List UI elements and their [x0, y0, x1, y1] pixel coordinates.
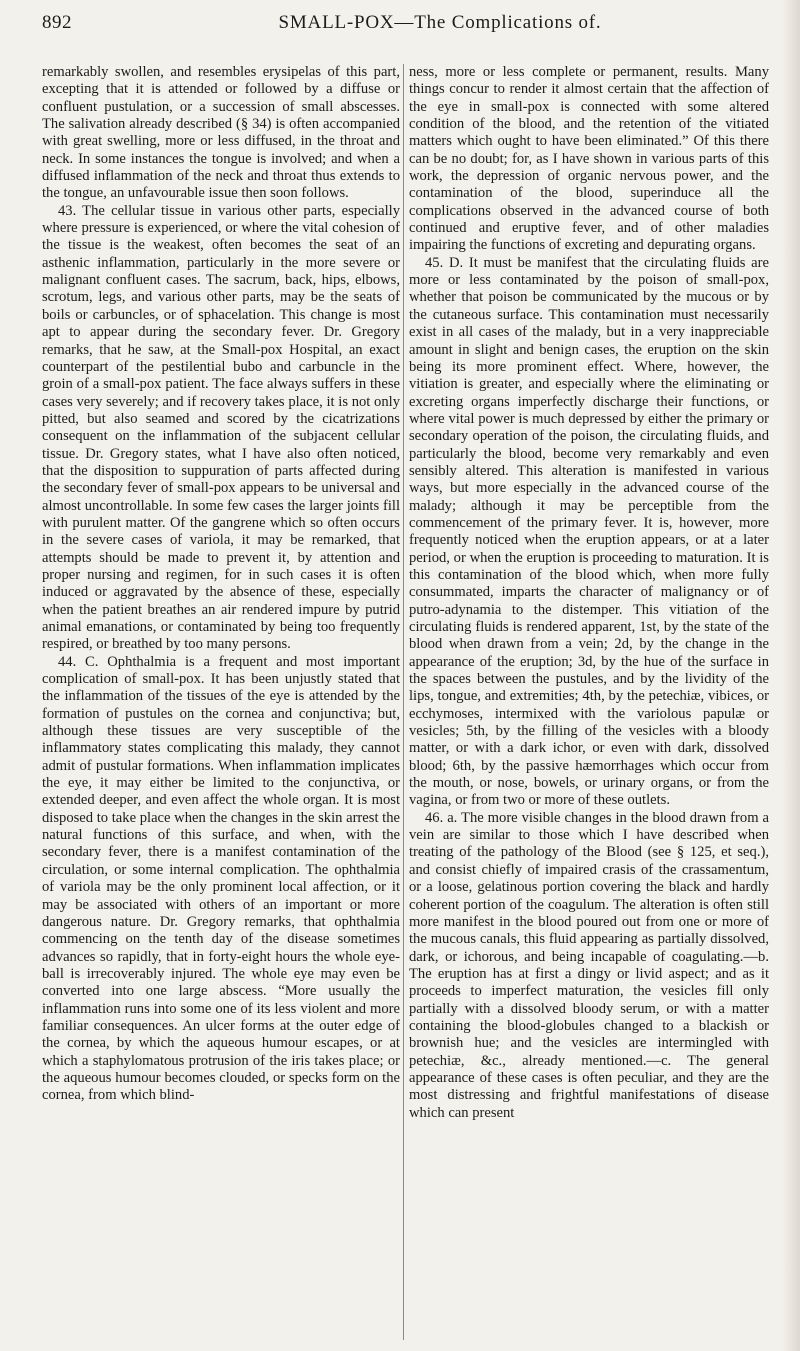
paragraph: remarkably swollen, and resembles erysipelas of this part, excepting that it is attended or followed by a diffuse or confluent pustulation, or a succession of small abscesses. The salivation already described (§ 34) is often accompanied with great swelling, more or less diffused, in the throat and neck. In some instances the tongue is involved; and when a diffused inflammation of the neck and throat thus extends to the tongue, an unfavourable issue then soon follows. [42, 64, 400, 202]
column-divider [403, 64, 404, 1340]
page-edge-shadow [782, 0, 800, 1351]
left-column [42, 64, 400, 1105]
page-header [42, 12, 768, 42]
right-column [409, 64, 769, 1122]
paragraph: 46. a. The more visible changes in the blood drawn from a vein are similar to those which I have described when treating of the pathology of the Blood (see § 125, et seq.), and consist chiefly of impaired crasis of the crassamentum, or a loose, gelatinous portion covering the black and hardly coherent portion of the coagulum. The alteration is often still more manifest in the blood poured out from one or more of the mucous canals, this fluid appearing as partially dissolved, dark, or ichorous, and being incapable of coagulating.—b. The eruption has at first a dingy or livid aspect; and as it proceeds to imperfect maturation, the vesicles fill only partially with a dissolved bloody serum, or with a matter containing the blood-globules changed to a blackish or brownish hue; and the vesicles are intermingled with petechiæ, &c., already mentioned.—c. The general appearance of these cases is often peculiar, and they are the most distressing and frightful manifestations of disease which can present [409, 809, 769, 1121]
paragraph: ness, more or less complete or permanent, results. Many things concur to render it almost certain that the affection of the eye in small-pox is connected with some altered condition of the blood, and the retention of the vitiated matters which ought to have been eliminated.” Of this there can be no doubt; for, as I have shown in various parts of this work, the depression of organic nervous power, and the contamination of the blood, superinduce all the complications observed in the advanced course of both continued and eruptive fever, and of other maladies impairing the functions of excreting and depurating organs. [409, 64, 769, 254]
paragraph: 43. The cellular tissue in various other parts, especially where pressure is experienced, or where the vital cohesion of the tissue is the weakest, often becomes the seat of an asthenic inflammation, particularly in the more severe or malignant confluent cases. The sacrum, back, hips, elbows, scrotum, legs, and various other parts, may be the seats of boils or carbuncles, or of sphacelation. This change is most apt to appear during the secondary fever. Dr. Gregory remarks, that he saw, at the Small-pox Hospital, an exact counterpart of the pestilential bubo and carbuncle in the groin of a small-pox patient. The face always suffers in these cases very severely; and if recovery takes place, it is not only pitted, but also seamed and scored by the cicatrizations consequent on the inflammation of the subjacent cellular tissue. Dr. Gregory states, what I have also often noticed, that the disposition to suppuration of parts affected during the secondary fever of small-pox appears to be universal and almost uncontrollable. In some few cases the larger joints fill with purulent matter. Of the gangrene which so often occurs in the severe cases of variola, it may be remarked, that attempts should be made to prevent it, by attention and proper nursing and regimen, for in such cases it is often induced or aggravated by the absence of these, especially when the patient breathes an air rendered impure by putrid animal emanations, or contaminated by being too frequently respired, or breathed by too many persons. [42, 202, 400, 653]
paragraph: 44. C. Ophthalmia is a frequent and most important complication of small-pox. It has been unjustly stated that the inflammation of the tissues of the eye is attended by the formation of pustules on the cornea and conjunctiva; but, although these tissues are very susceptible of the inflammatory states complicating this malady, they cannot admit of pustular formations. When inflammation implicates the eye, it may either be limited to the conjunctiva, or extended deeper, and even affect the whole organ. It is most disposed to take place when the changes in the skin arrest the natural functions of this surface, and when, with the secondary fever, there is a manifest contamination of the circulation, or some internal complication. The ophthalmia of variola may be the only prominent local affection, or it may be associated with others of an important or more dangerous nature. Dr. Gregory remarks, that ophthalmia commencing on the tenth day of the disease sometimes advances so rapidly, that in forty-eight hours the whole eye-ball is irrecoverably injured. The whole eye may even be converted into one large abscess. “More usually the inflammation runs into some one of its less violent and more familiar consequences. An ulcer forms at the outer edge of the cornea, by which the aqueous humour escapes, or at which a staphylomatous protrusion of the iris takes place; or the aqueous humour becomes clouded, or specks form on the cornea, from which blind- [42, 653, 400, 1104]
paragraph: 45. D. It must be manifest that the circulating fluids are more or less contaminated by the poison of small-pox, whether that poison be communicated by the mucous or by the cutaneous surface. This contamination must necessarily exist in all cases of the malady, but in a very inappreciable amount in slight and benign cases, the eruption on the skin being its more prominent effect. Where, however, the vitiation is greater, and especially where the eliminating or excreting organs imperfectly discharge their functions, or where vital power is much depressed by either the primary or secondary operation of the poison, the circulating fluids, and particularly the blood, become very remarkably and even sensibly altered. This alteration is manifested in various ways, but more especially in the advanced course of the malady; although it may be perceptible from the commencement of the primary fever. It is, however, more frequently noticed when the eruption appears, or at a later period, or when the eruption is proceeding to maturation. It is this contamination of the blood which, when more fully consummated, imparts the character of malignancy or of putro-adynamia to the distemper. This vitiation of the circulating fluids is rendered apparent, 1st, by the state of the blood when drawn from a vein; 2d, by the change in the appearance of the eruption; 3d, by the hue of the surface in the spaces between the pustules, and by the lividity of the lips, tongue, and extremities; 4th, by the petechiæ, vibices, or ecchymoses, intermixed with the variolous papulæ or vesicles; 5th, by the filling of the vesicles with a bloody matter, or with a dark ichor, or even with dark, dissolved blood; 6th, by the passive hæmorrhages which occur from the mouth, or nose, bowels, or urinary organs, or from the vagina, or from two or more of these outlets. [409, 254, 769, 809]
running-head: SMALL-POX—The Complications of. [278, 12, 602, 33]
page-number: 892 [42, 12, 72, 33]
